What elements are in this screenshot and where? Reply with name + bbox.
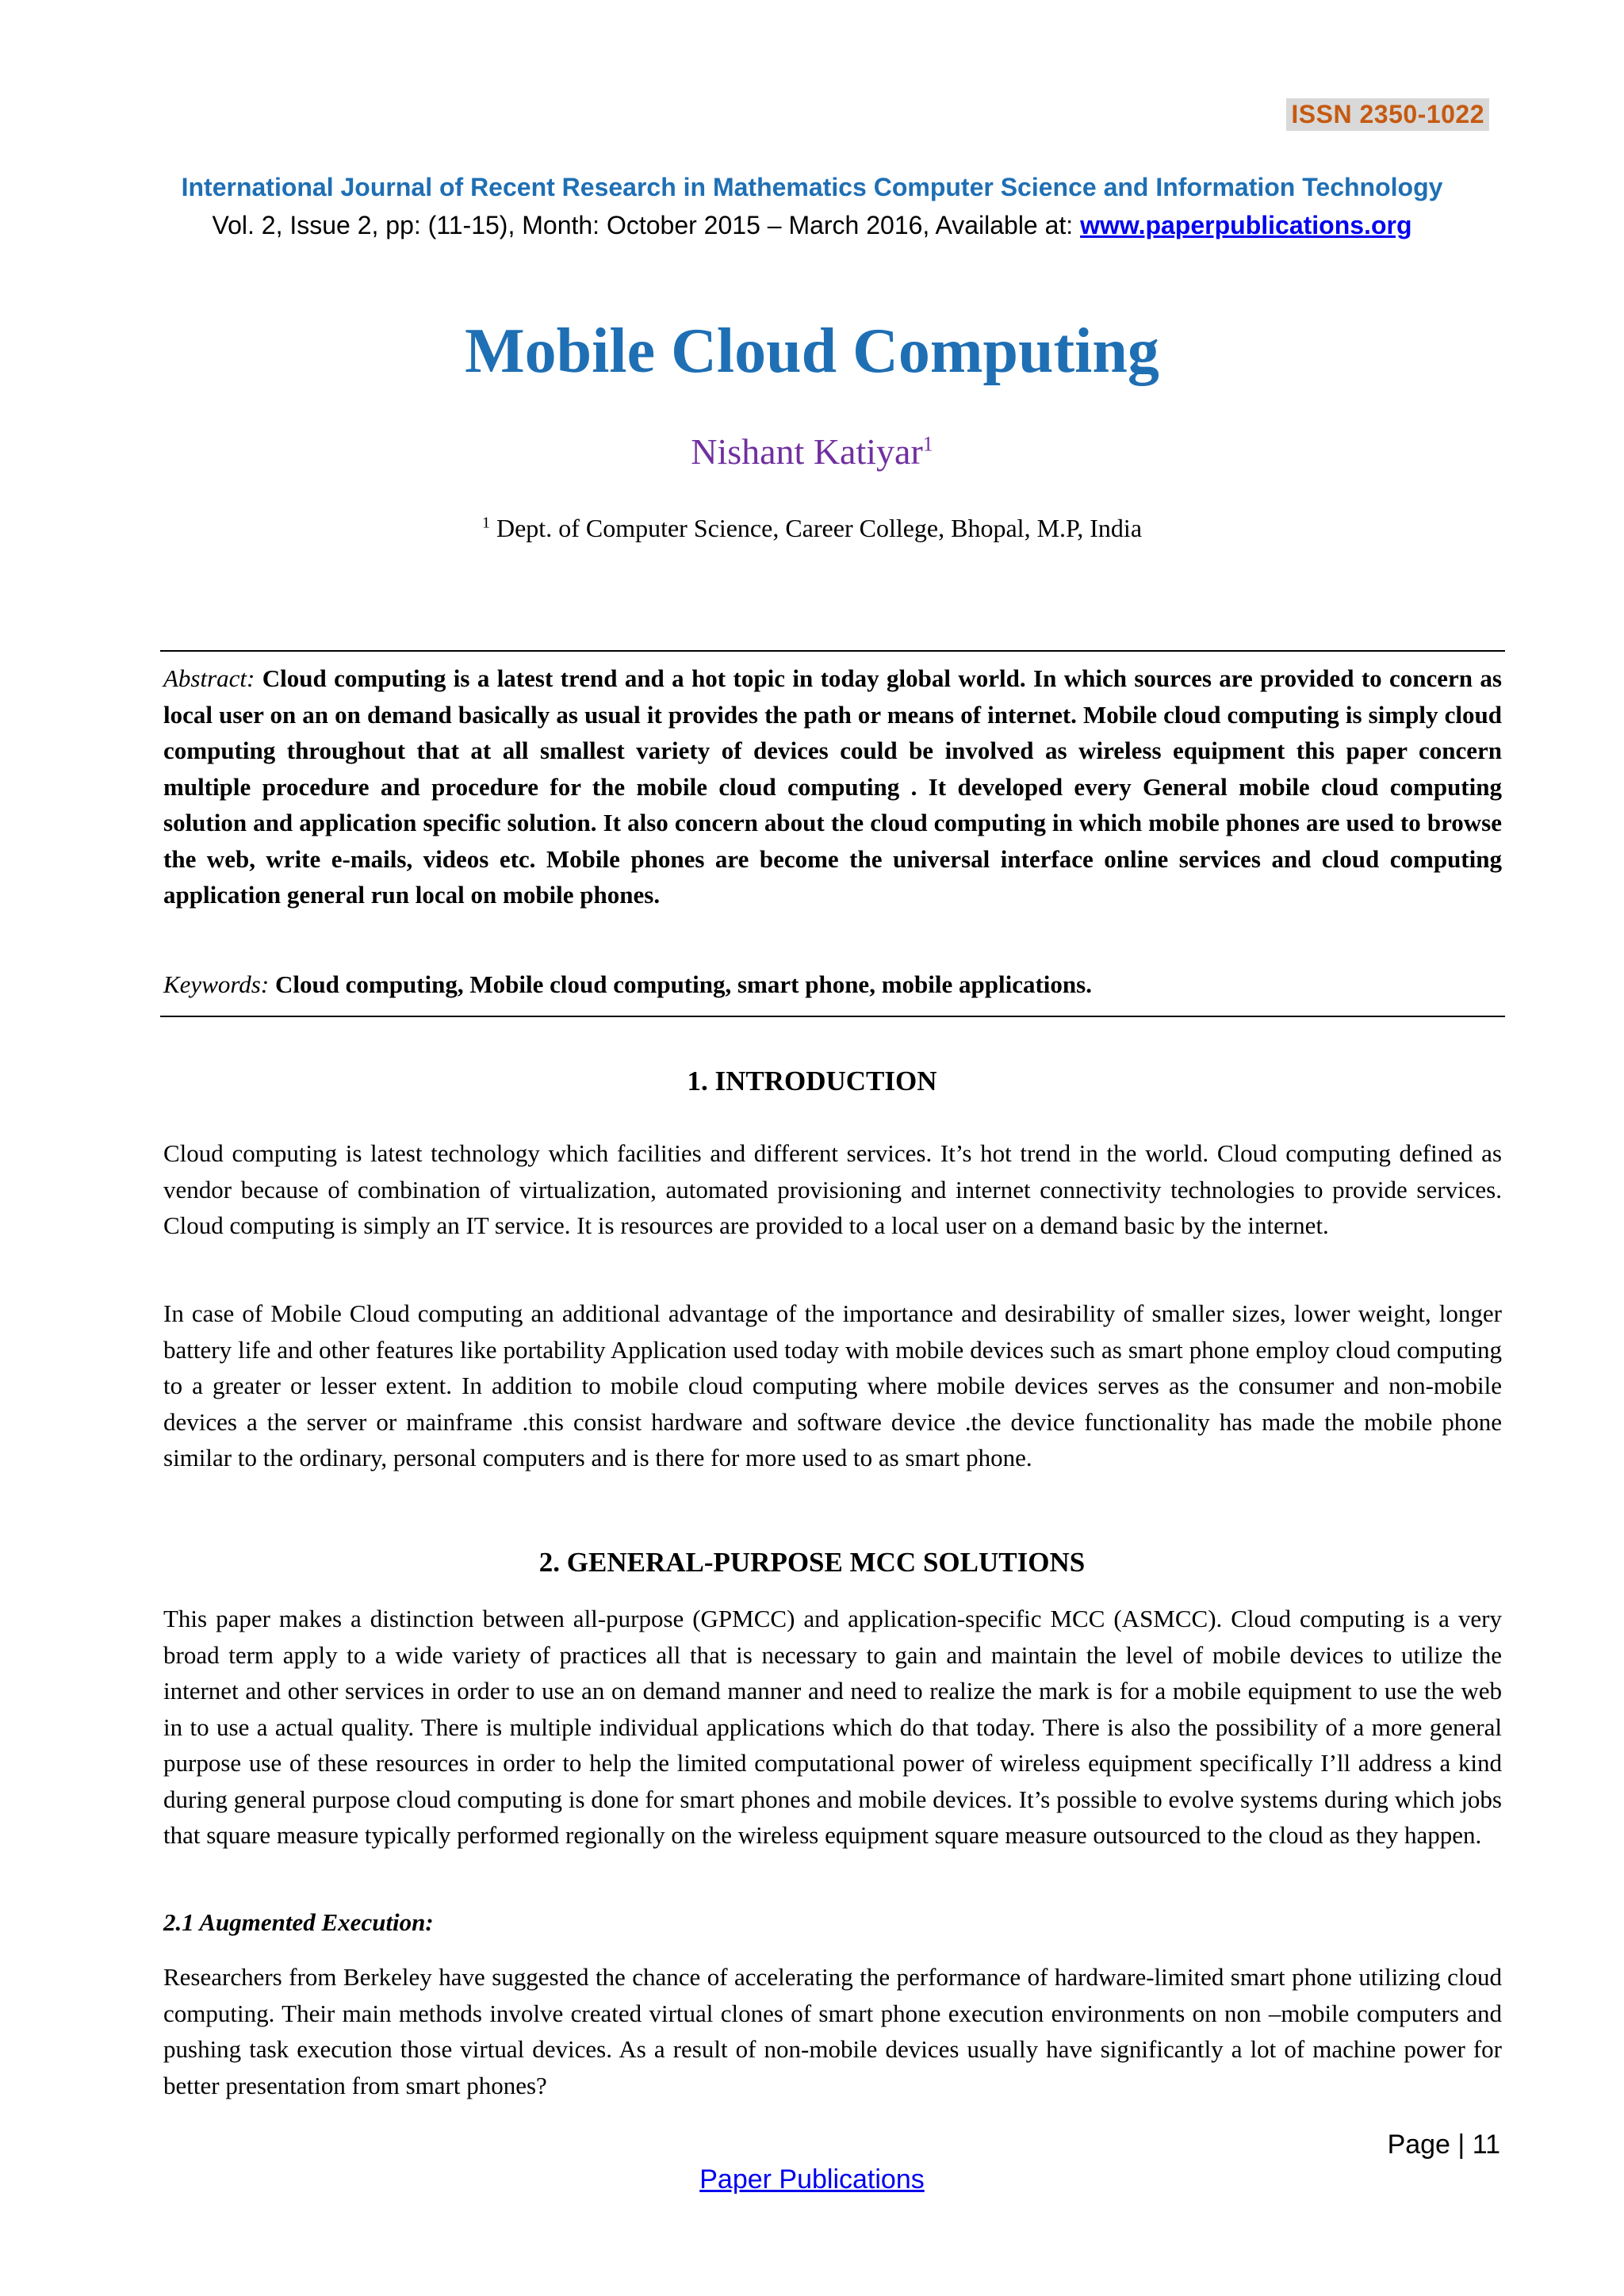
abstract-text: Cloud computing is a latest trend and a hot topic in today global world. In which sources are provided to concern as local user on an on demand basically as usual it provides the path or means of internet. Mobile cloud computing is simply cloud computing throughout that at all smallest variety of devices could be involved as wireless equipment this paper concern multiple procedure and procedure for the mobile cloud computing . It developed every General mobile cloud computing solution and application specific solution. It also concern about the cloud computing in which mobile phones are used to browse the web, write e-mails, videos etc. Mobile phones are become the universal interface online services and cloud computing application general run local on mobile phones. [163, 664, 1502, 909]
intro-paragraph-1: Cloud computing is latest technology which facilities and different services. It’s hot trend in the world. Cloud computing defined as vendor because of combination of virtualization, automated provisioning and internet connectivity technologies to provide services. Cloud computing is simply an IT service. It is resources are provided to a local user on a demand basic by the internet. [163, 1139, 1502, 1239]
section-heading-general-purpose: 2. GENERAL-PURPOSE MCC SOLUTIONS [538, 1547, 1086, 1578]
keywords-label: Keywords: [163, 970, 270, 998]
author-superscript: 1 [922, 432, 933, 456]
volume-info [0, 211, 1624, 240]
keywords-text: Cloud computing, Mobile cloud computing, smart phone, mobile applications. [269, 970, 1092, 998]
volume-text: Vol. 2, Issue 2, pp: (11-15), Month: October 2015 – March 2016, Available at: [212, 211, 1081, 239]
paper-title: Mobile Cloud Computing [465, 316, 1159, 386]
page-number: Page | 11 [1387, 2130, 1500, 2160]
abstract-bottom-rule [160, 1016, 1505, 1017]
general-purpose-paragraph: This paper makes a distinction between all-purpose (GPMCC) and application-specific MCC (ASMCC). Cloud computing is a very broad term apply to a wide variety of practices all that is necessary to gain and maintain the level of mobile devices to utilize the internet and other services in order to use an on demand manner and need to realize the mark is for a mobile equipment to use the web in to use a actual quality. There is multiple individual applications which do that today. There is also the possibility of a more general purpose use of these resources in order to help the limited computational power of wireless equipment specifically I’ll address a kind during general purpose cloud computing is done for smart phones and mobile devices. It’s possible to evolve systems during which jobs that square measure typically performed regionally on the wireless equipment square measure outsourced to the cloud as they happen. [163, 1605, 1502, 1849]
intro-paragraph-2: In case of Mobile Cloud computing an additional advantage of the importance and desirability of smaller sizes, lower weight, longer battery life and other features like portability Application used today with mobile devices such as smart phone employ cloud computing to a greater or lesser extent. In addition to mobile cloud computing where mobile devices serves as the consumer and non-mobile devices a the server or mainframe .this consist hardware and software device .the device functionality has made the mobile phone similar to the ordinary, personal computers and is there for more used to as smart phone. [163, 1299, 1502, 1471]
abstract-label: Abstract: [163, 664, 255, 692]
subsection-heading-augmented-execution: 2.1 Augmented Execution: [163, 1908, 434, 1936]
keywords [163, 966, 1502, 1003]
publisher-link[interactable]: Paper Publications [699, 2164, 925, 2195]
abstract-top-rule [160, 650, 1505, 652]
journal-name: International Journal of Recent Research in Mathematics Computer Science and Information Technology [181, 173, 1443, 201]
affiliation-text: Dept. of Computer Science, Career College, Bhopal, M.P, India [489, 514, 1143, 542]
issn-label: ISSN 2350-1022 [1286, 98, 1489, 131]
journal-website-link[interactable]: www.paperpublications.org [1080, 211, 1412, 239]
affiliation-superscript: 1 [481, 514, 490, 532]
author-name [0, 430, 1624, 473]
abstract [163, 660, 1502, 913]
affiliation [0, 514, 1624, 543]
augmented-execution-paragraph: Researchers from Berkeley have suggested the chance of accelerating the performance of hardware-limited smart phone utilizing cloud computing. Their main methods involve created virtual clones of smart phone execution environments on non –mobile computers and pushing task execution those virtual devices. As a result of non-mobile devices usually have significantly a lot of machine power for better presentation from smart phones? [163, 1963, 1502, 2099]
author-text: Nishant Katiyar [691, 431, 923, 472]
section-heading-introduction: 1. INTRODUCTION [687, 1066, 937, 1096]
